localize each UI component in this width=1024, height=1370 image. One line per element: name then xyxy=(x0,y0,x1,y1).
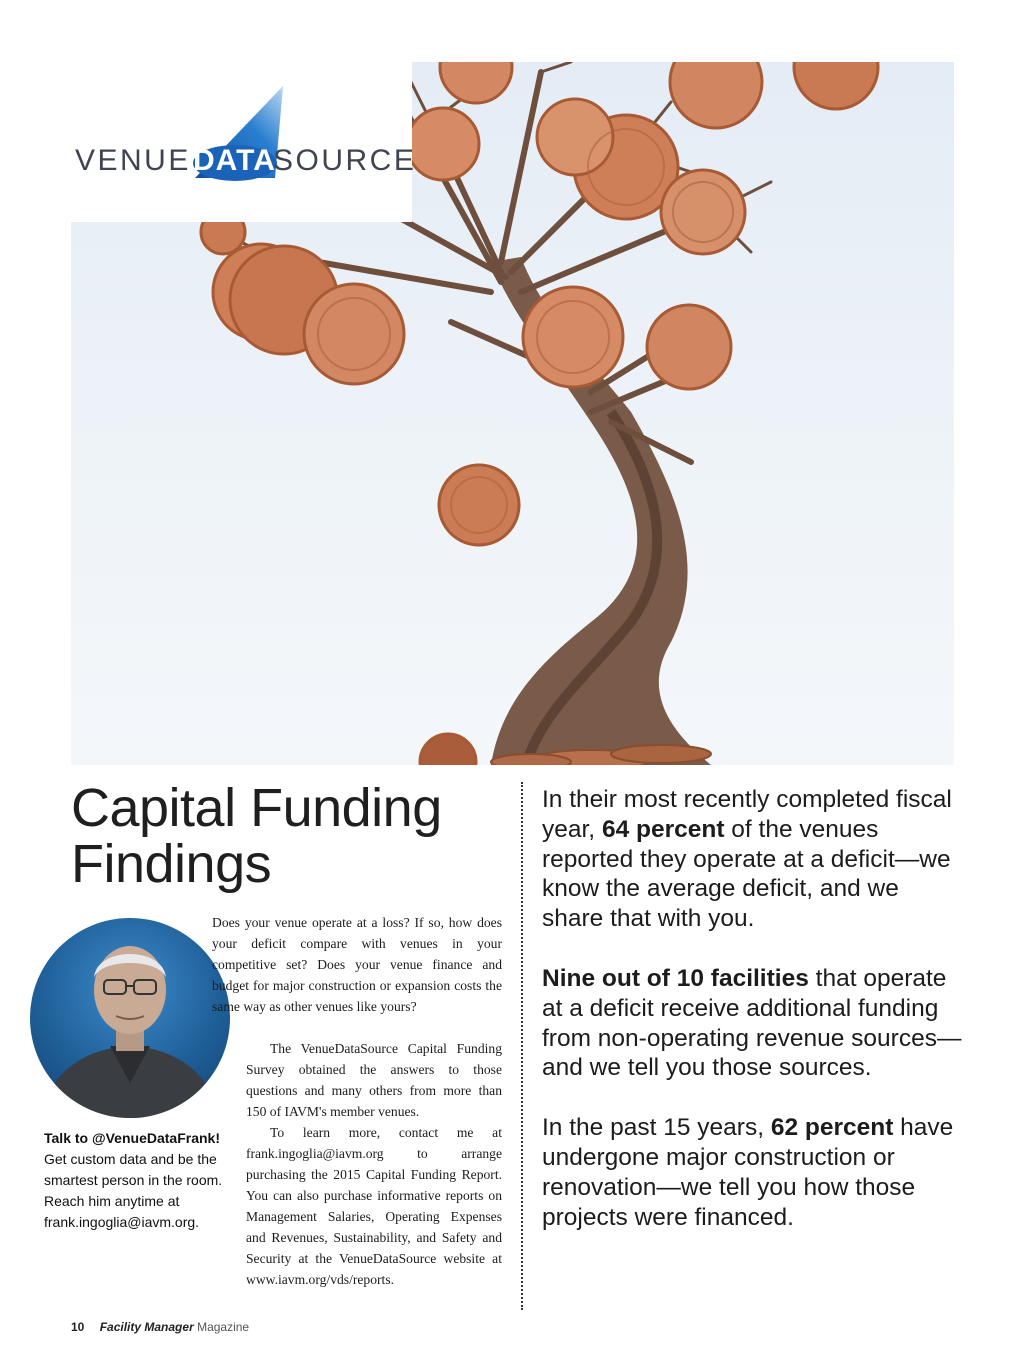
pullquote-1-pre: In their most recently completed fiscal year, xyxy=(542,786,952,843)
author-caption xyxy=(44,1128,236,1233)
caption-line: Reach him anytime at xyxy=(44,1193,180,1209)
pullquote-1 xyxy=(542,785,962,934)
magazine-suffix: Magazine xyxy=(197,1320,250,1334)
logo-panel xyxy=(71,62,412,222)
caption-lead: Talk to @VenueDataFrank! xyxy=(44,1130,220,1146)
caption-line: smartest person in the room. xyxy=(44,1172,223,1188)
pullquote-1-post: of the venues reported they operate at a deficit—we know the average deficit, and we share that with you. xyxy=(542,815,951,933)
pullquote-3-post: have undergone major construction or renovation—we tell you how those projects were financed. xyxy=(542,1114,954,1231)
body-paragraph-1 xyxy=(212,912,502,1017)
caption-line: Get custom data and be the xyxy=(44,1151,217,1167)
pullquote-2 xyxy=(542,964,962,1083)
pullquote-3-stat: 62 percent xyxy=(770,1114,894,1142)
pullquote-column xyxy=(542,785,962,1262)
pullquote-3-pre: In the past 15 years, xyxy=(542,1114,771,1142)
logo-word-data: DATA xyxy=(193,144,276,177)
headline-line-2: Findings xyxy=(71,834,272,894)
body-paragraph-3-text: To learn more, contact me at frank.ingoglia@iavm.org to arrange purchasing the 2015 Capital Funding Report. You can also purchase informative reports on Management Salaries, Operating Expenses and Revenues, Sustainability, and Safety and Security at the VenueDataSource website at www.iavm.org/vds/reports. xyxy=(246,1125,502,1287)
logo-word-venue: VENUE xyxy=(75,144,191,177)
pullquote-3 xyxy=(542,1113,962,1232)
pullquote-2-post: that operate at a deficit receive additional funding from non-operating revenue sources—and we tell you those sources. xyxy=(542,964,962,1082)
page-number: 10 xyxy=(71,1320,85,1334)
headline-line-1: Capital Funding xyxy=(71,778,442,838)
magazine-name: Facility Manager xyxy=(99,1320,194,1334)
column-divider xyxy=(521,782,523,1310)
caption-email: frank.ingoglia@iavm.org. xyxy=(44,1214,200,1230)
body-paragraph-1-text: Does your venue operate at a loss? If so, how does your deficit compare with venues in your competitive set? Does your venue finance and budget for major construction or expansion costs the same way as other venues like yours? xyxy=(212,915,502,1014)
pullquote-2-stat: Nine out of 10 facilities xyxy=(542,964,809,992)
page-footer xyxy=(71,1320,249,1334)
author-portrait xyxy=(30,918,230,1118)
body-paragraph-3 xyxy=(246,1122,502,1290)
pullquote-1-stat: 64 percent xyxy=(601,815,725,843)
body-paragraph-2-text: The VenueDataSource Capital Funding Survey obtained the answers to those questions and many others from more than 150 of IAVM's member venues. xyxy=(246,1041,502,1119)
article-headline xyxy=(71,780,521,892)
person-photo-icon xyxy=(30,918,230,1118)
logo-sail-icon xyxy=(71,62,412,222)
body-paragraph-2 xyxy=(246,1038,502,1122)
logo-word-source: SOURCE xyxy=(273,144,417,177)
